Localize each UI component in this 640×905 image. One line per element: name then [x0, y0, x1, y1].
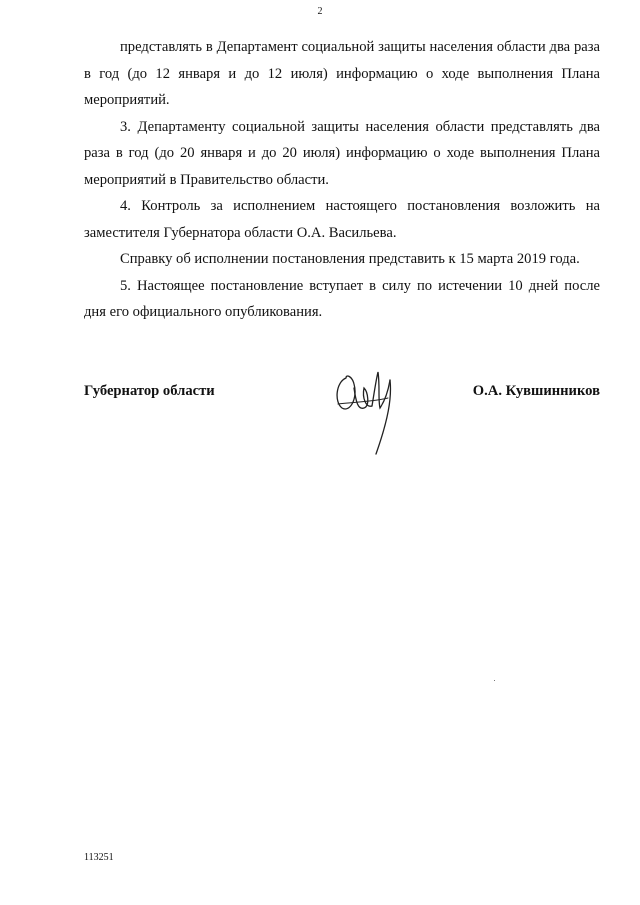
handwritten-signature [332, 358, 402, 458]
paragraph-continuation: представлять в Департамент социальной защиты населения области два раза в год (до 12 января и до 12 июля) информацию о ходе выполнения Плана мероприятий. [84, 39, 600, 108]
signatory-position: Губернатор области [84, 383, 215, 399]
scan-speck [494, 680, 495, 681]
signatory-name: О.А. Кувшинников [472, 383, 600, 399]
document-code: 113251 [84, 852, 114, 863]
paragraph-3: 3. Департаменту социальной защиты населения области представлять два раза в год (до 20 января и до 20 июля) информацию о ходе выполнения Плана мероприятий в Правительство области. [84, 118, 600, 188]
paragraph-5: 5. Настоящее постановление вступает в силу по истечении 10 дней после дня его официального опубликования. [84, 277, 600, 320]
paragraph-report: Справку об исполнении постановления представить к 15 марта 2019 года. [120, 251, 580, 267]
paragraph-4: 4. Контроль за исполнением настоящего постановления возложить на заместителя Губернатора области О.А. Васильева. [84, 198, 600, 241]
page-number: 2 [317, 6, 323, 17]
document-body [84, 34, 600, 326]
